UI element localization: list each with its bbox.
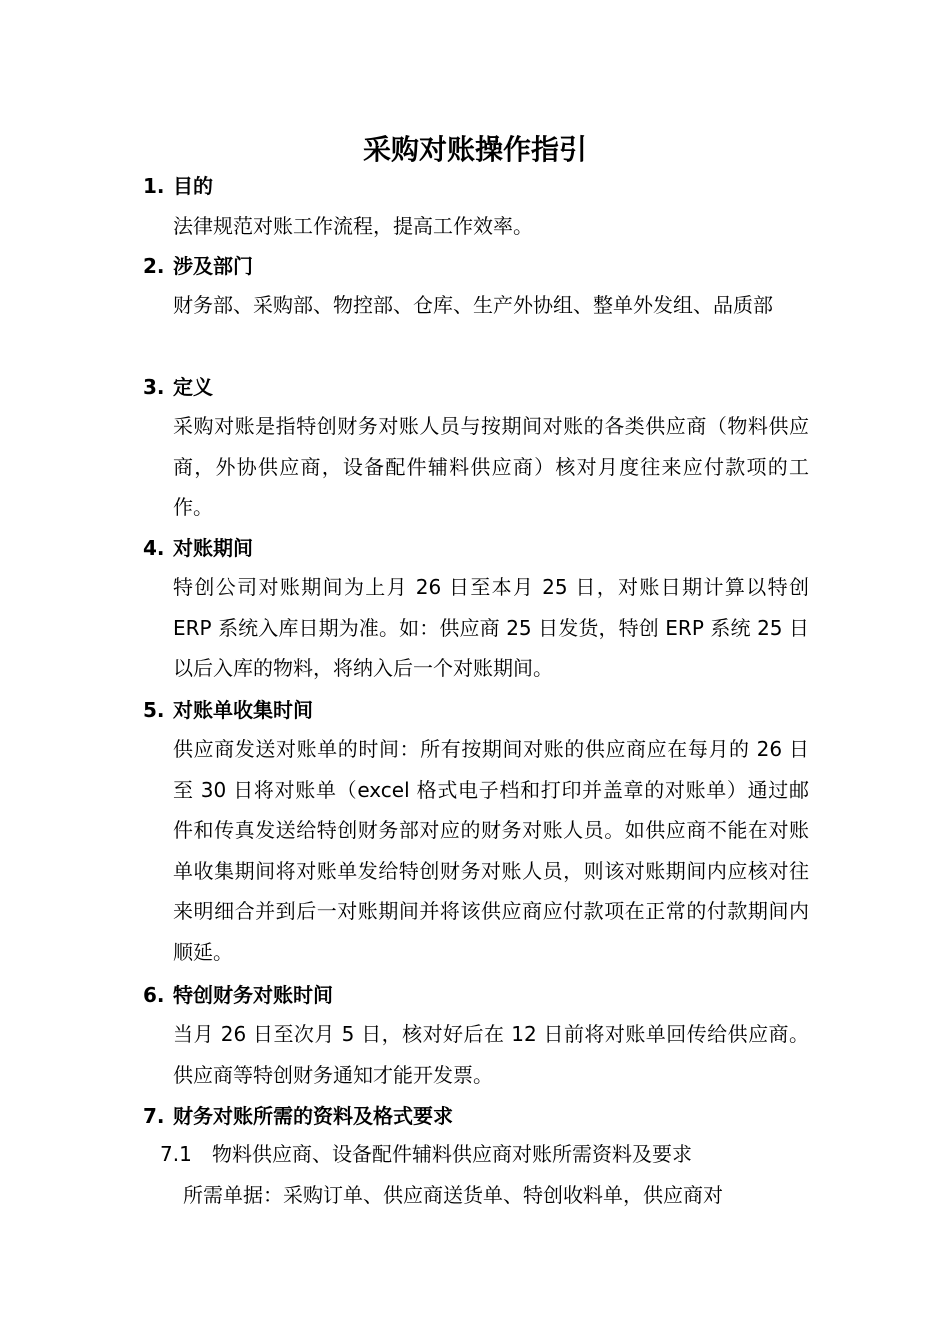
subsection-number: 7.1 bbox=[160, 1142, 192, 1166]
section-title: 定义 bbox=[173, 375, 213, 399]
section-heading bbox=[143, 250, 253, 282]
subsection-paragraph: 所需单据：采购订单、供应商送货单、特创收料单，供应商对 bbox=[183, 1183, 723, 1207]
section-number: 7. bbox=[143, 1104, 165, 1128]
section-heading bbox=[143, 170, 213, 202]
section-paragraph: 财务部、采购部、物控部、仓库、生产外协组、整单外发组、品质部 bbox=[173, 293, 773, 317]
section-title: 对账期间 bbox=[173, 536, 253, 560]
section-paragraph: 采购对账是指特创财务对账人员与按期间对账的各类供应商（物料供应商，外协供应商，设备配件辅料供应商）核对月度往来应付款项的工作。 bbox=[173, 414, 809, 519]
section-heading bbox=[143, 532, 253, 564]
section-paragraph: 特创公司对账期间为上月 26 日至本月 25 日，对账日期计算以特创 ERP 系统入库日期为准。如：供应商 25 日发货，特创 ERP 系统 25 日以后入库的物料，将纳入后一个对账期间。 bbox=[173, 575, 809, 680]
section-heading bbox=[143, 694, 313, 726]
section-number: 4. bbox=[143, 536, 165, 560]
section-paragraph: 当月 26 日至次月 5 日，核对好后在 12 日前将对账单回传给供应商。供应商等特创财务通知才能开发票。 bbox=[173, 1022, 809, 1087]
section-number: 5. bbox=[143, 698, 165, 722]
section-heading bbox=[143, 979, 333, 1011]
section-number: 3. bbox=[143, 375, 165, 399]
section-number: 1. bbox=[143, 174, 165, 198]
section-title: 特创财务对账时间 bbox=[173, 983, 333, 1007]
section-title: 财务对账所需的资料及格式要求 bbox=[173, 1104, 453, 1128]
page-title: 采购对账操作指引 bbox=[362, 133, 587, 166]
section-number: 2. bbox=[143, 254, 165, 278]
subsection-title: 物料供应商、设备配件辅料供应商对账所需资料及要求 bbox=[212, 1142, 692, 1166]
section-heading bbox=[143, 1100, 453, 1132]
subsection-heading bbox=[160, 1138, 692, 1170]
section-title: 涉及部门 bbox=[173, 254, 253, 278]
section-title: 目的 bbox=[173, 174, 213, 198]
section-title: 对账单收集时间 bbox=[173, 698, 313, 722]
section-number: 6. bbox=[143, 983, 165, 1007]
section-paragraph: 法律规范对账工作流程，提高工作效率。 bbox=[173, 214, 533, 238]
section-paragraph: 供应商发送对账单的时间：所有按期间对账的供应商应在每月的 26 日至 30 日将对账单（excel 格式电子档和打印并盖章的对账单）通过邮件和传真发送给特创财务部对应的财务对账人员。如供应商不能在对账单收集期间将对账单发给特创财务对账人员，则该对账期间内应核对往来明细合并到后一对账期间并将该供应商应付款项在正常的付款期间内顺延。 bbox=[173, 737, 809, 964]
section-heading bbox=[143, 371, 213, 403]
